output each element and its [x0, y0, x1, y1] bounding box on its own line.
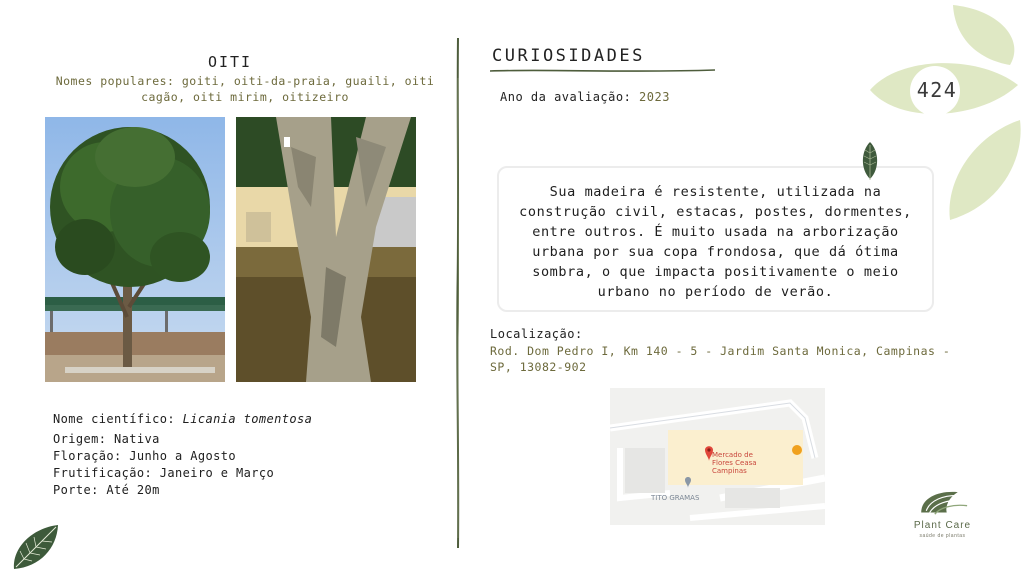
- leaf-corner-icon: [12, 523, 60, 571]
- location-map[interactable]: [610, 388, 825, 525]
- popular-names: Nomes populares: goiti, oiti-da-praia, guaili, oiti cagão, oiti mirim, oitizeiro: [55, 74, 435, 104]
- curiosity-text: Sua madeira é resistente, utilizada na construção civil, estacas, postes, dormentes, entre outros. É muito usada na arborização urbana por sua copa frondosa, que dá ótima sombra, o que impacta positivamente o meio urbano no período de verão.: [519, 184, 912, 300]
- map-place-label: Mercado de Flores Ceasa Campinas: [712, 451, 757, 475]
- plant-care-logo: [905, 487, 985, 521]
- tree-photo-full: [45, 117, 225, 382]
- tree-photo-trunk: [236, 117, 416, 382]
- year-value: 2023: [639, 90, 670, 104]
- map-nearby-label: TITO GRAMAS: [651, 494, 700, 502]
- map-poi-icon: [792, 445, 802, 455]
- badge-number: 424: [916, 78, 958, 102]
- curiosities-heading: CURIOSIDADES: [492, 46, 645, 66]
- species-title: OITI: [207, 53, 253, 71]
- brand-name: Plant Care: [913, 520, 972, 531]
- evaluation-year: [500, 90, 670, 104]
- heading-underline: [490, 67, 715, 75]
- section-divider: [452, 38, 464, 548]
- species-details: [53, 411, 312, 499]
- year-label: Ano da avaliação:: [500, 90, 640, 104]
- flowering: Floração: Junho a Agosto: [53, 449, 236, 463]
- origin: Origem: Nativa: [53, 432, 160, 446]
- scientific-name-value: Licania tomentosa: [182, 412, 313, 426]
- scientific-name: [53, 411, 312, 428]
- size: Porte: Até 20m: [53, 483, 160, 497]
- brand-tagline: saúde de plantas: [919, 533, 966, 539]
- location-label: Localização:: [490, 327, 583, 341]
- location-address: Rod. Dom Pedro I, Km 140 - 5 - Jardim Santa Monica, Campinas - SP, 13082-902: [490, 344, 951, 374]
- fruiting: Frutificação: Janeiro e Março: [53, 466, 275, 480]
- scientific-name-label: Nome científico:: [53, 412, 183, 426]
